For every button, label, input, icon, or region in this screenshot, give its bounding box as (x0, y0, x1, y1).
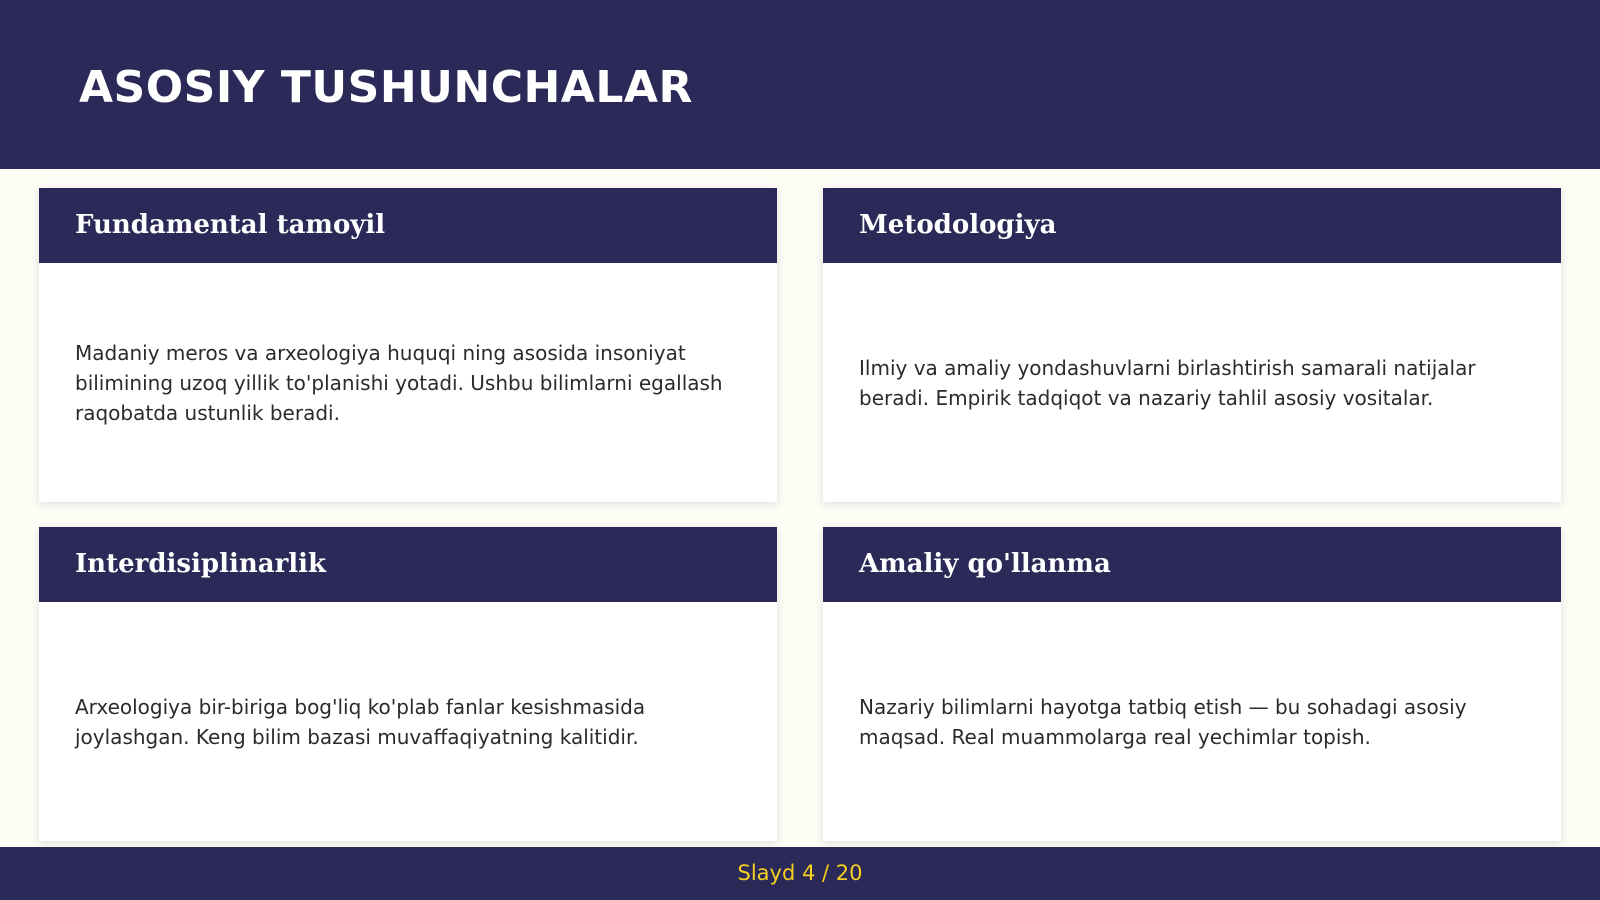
card-title: Fundamental tamoyil (75, 210, 386, 240)
slide-header (0, 0, 1600, 169)
card-title: Interdisiplinarlik (75, 549, 327, 579)
card-body (859, 263, 1519, 502)
card-fundamental-tamoyil (39, 188, 777, 502)
card-body (75, 602, 735, 841)
card-title: Metodologiya (859, 210, 1057, 240)
card-text: Ilmiy va amaliy yondashuvlarni birlashtirish samarali natijalar beradi. Empirik tadqiqot va nazariy tahlil asosiy vositalar. (859, 355, 1476, 410)
card-title: Amaliy qo'llanma (859, 549, 1111, 579)
card-header (39, 527, 777, 602)
card-header (823, 527, 1561, 602)
card-text: Madaniy meros va arxeologiya huquqi ning asosida insoniyat bilimining uzoq yillik to'planishi yotadi. Ushbu bilimlarni egallash raqobatda ustunlik beradi. (75, 340, 723, 425)
card-text: Arxeologiya bir-biriga bog'liq ko'plab fanlar kesishmasida joylashgan. Keng bilim bazasi muvaffaqiyatning kalitidir. (75, 694, 646, 749)
card-amaliy-qollanma (823, 527, 1561, 841)
card-body (859, 602, 1519, 841)
card-header (823, 188, 1561, 263)
card-text: Nazariy bilimlarni hayotga tatbiq etish — bu sohadagi asosiy maqsad. Real muammolarga real yechimlar topish. (859, 694, 1467, 749)
card-metodologiya (823, 188, 1561, 502)
slide-footer (0, 847, 1600, 900)
card-body (75, 263, 735, 502)
card-header (39, 188, 777, 263)
slide-number: Slayd 4 / 20 (737, 861, 863, 885)
card-interdisiplinarlik (39, 527, 777, 841)
slide-title: ASOSIY TUSHUNCHALAR (79, 62, 693, 113)
